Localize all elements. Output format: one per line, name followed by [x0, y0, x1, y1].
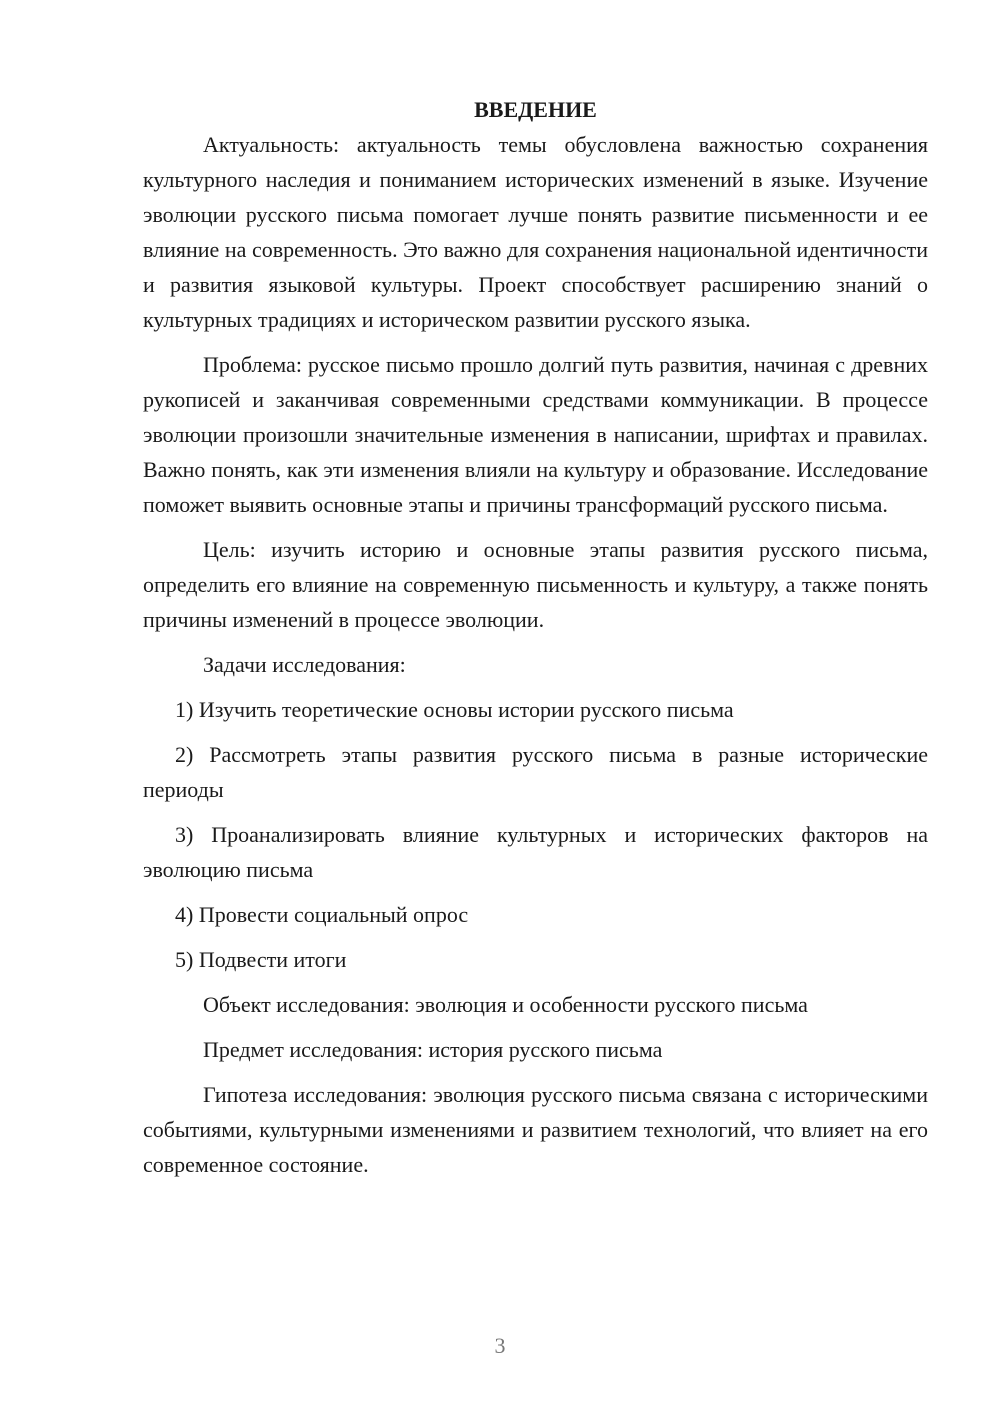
- tasks-heading: Задачи исследования:: [203, 652, 406, 677]
- document-page: [143, 92, 928, 1182]
- subject-paragraph: Предмет исследования: история русского письма: [203, 1037, 663, 1062]
- page-title: ВВЕДЕНИЕ: [474, 97, 597, 122]
- task-item-5: 5) Подвести итоги: [175, 947, 347, 972]
- task-item-2: 2) Рассмотреть этапы развития русского письма в разные исторические периоды: [143, 742, 928, 802]
- problem-paragraph: Проблема: русское письмо прошло долгий путь развития, начиная с древних рукописей и заканчивая современными средствами коммуникации. В процессе эволюции произошли значительные изменения в написании, шрифтах и правилах. Важно понять, как эти изменения влияли на культуру и образование. Исследование поможет выявить основные этапы и причины трансформаций русского письма.: [143, 352, 928, 517]
- goal-paragraph: Цель: изучить историю и основные этапы развития русского письма, определить его влияние на современную письменность и культуру, а также понять причины изменений в процессе эволюции.: [143, 537, 928, 632]
- relevance-paragraph: Актуальность: актуальность темы обусловлена важностью сохранения культурного наследия и пониманием исторических изменений в языке. Изучение эволюции русского письма помогает лучше понять развитие письменности и ее влияние на современность. Это важно для сохранения национальной идентичности и развития языковой культуры. Проект способствует расширению знаний о культурных традициях и историческом развитии русского языка.: [143, 132, 928, 332]
- hypothesis-paragraph: Гипотеза исследования: эволюция русского письма связана с историческими событиями, культурными изменениями и развитием технологий, что влияет на его современное состояние.: [143, 1082, 928, 1177]
- task-item-1: 1) Изучить теоретические основы истории русского письма: [175, 697, 734, 722]
- object-paragraph: Объект исследования: эволюция и особенности русского письма: [203, 992, 808, 1017]
- page-number: 3: [494, 1333, 506, 1358]
- task-item-3: 3) Проанализировать влияние культурных и исторических факторов на эволюцию письма: [143, 822, 928, 882]
- task-item-4: 4) Провести социальный опрос: [175, 902, 469, 927]
